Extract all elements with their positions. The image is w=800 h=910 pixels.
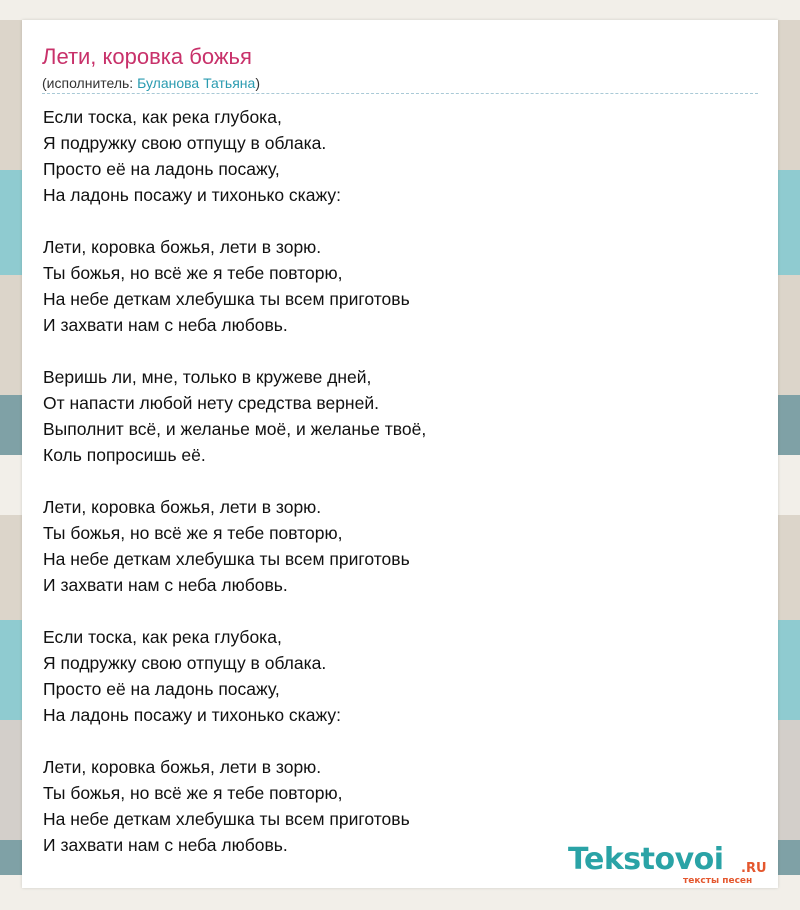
lyric-line: На ладонь посажу и тихонько скажу:: [43, 185, 341, 205]
stanza-3: [43, 364, 759, 468]
lyric-line: Лети, коровка божья, лети в зорю.: [43, 757, 322, 777]
lyric-line: Просто её на ладонь посажу,: [43, 159, 280, 179]
stanza-5: [43, 624, 759, 728]
lyric-line: Я подружку свою отпущу в облака.: [43, 653, 327, 673]
lyric-line: Веришь ли, мне, только в кружеве дней,: [43, 367, 372, 387]
lyric-line: Коль попросишь её.: [43, 445, 206, 465]
background-stripe: [0, 0, 800, 20]
lyric-line: И захвати нам с неба любовь.: [43, 835, 288, 855]
logo-tagline: тексты песен: [683, 876, 753, 886]
lyric-line: Лети, коровка божья, лети в зорю.: [43, 497, 322, 517]
lyric-line: Лети, коровка божья, лети в зорю.: [43, 237, 322, 257]
stanza-1: [43, 104, 759, 208]
lyric-line: Я подружку свою отпущу в облака.: [43, 133, 327, 153]
lyric-line: Ты божья, но всё же я тебе повторю,: [43, 263, 343, 283]
lyric-line: Ты божья, но всё же я тебе повторю,: [43, 523, 343, 543]
dashed-divider: [42, 93, 758, 94]
logo-wordmark: Tekstovoi: [568, 842, 724, 877]
performer-line: [42, 75, 260, 91]
lyric-line: Если тоска, как река глубока,: [43, 107, 282, 127]
lyric-line: Если тоска, как река глубока,: [43, 627, 282, 647]
lyric-line: И захвати нам с неба любовь.: [43, 575, 288, 595]
artist-link[interactable]: Буланова Татьяна: [137, 75, 256, 91]
lyric-line: На ладонь посажу и тихонько скажу:: [43, 705, 341, 725]
lyrics-body: [43, 104, 759, 884]
lyrics-card: [22, 20, 778, 888]
stanza-2: [43, 234, 759, 338]
lyric-line: На небе деткам хлебушка ты всем приготовь: [43, 549, 410, 569]
lyric-line: Просто её на ладонь посажу,: [43, 679, 280, 699]
lyric-line: На небе деткам хлебушка ты всем приготовь: [43, 289, 410, 309]
stanza-4: [43, 494, 759, 598]
lyric-line: От напасти любой нету средства верней.: [43, 393, 379, 413]
lyric-line: Ты божья, но всё же я тебе повторю,: [43, 783, 343, 803]
song-title: Лети, коровка божья: [42, 44, 252, 69]
performer-prefix: (исполнитель:: [42, 75, 138, 91]
logo-domain: .RU: [741, 861, 767, 876]
lyric-line: И захвати нам с неба любовь.: [43, 315, 288, 335]
lyric-line: Выполнит всё, и желанье моё, и желанье твоё,: [43, 419, 427, 439]
lyric-line: На небе деткам хлебушка ты всем приготовь: [43, 809, 410, 829]
performer-suffix: ): [255, 75, 260, 91]
tekstovoi-logo[interactable]: [568, 842, 778, 888]
